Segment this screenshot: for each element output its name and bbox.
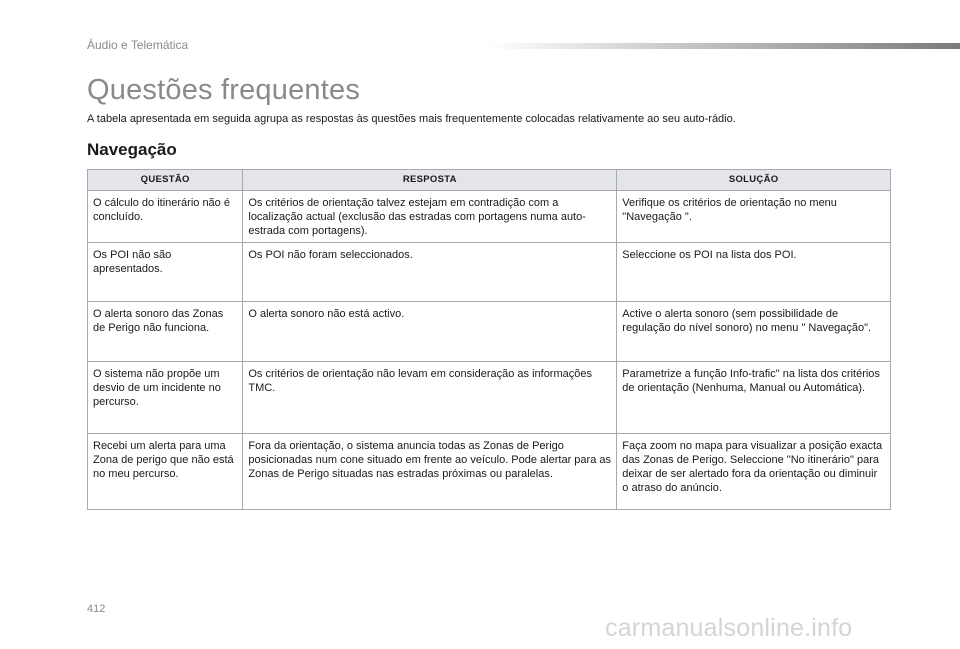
solution-cell: Active o alerta sonoro (sem possibilidade de regulação do nível sonoro) no menu " Navegação". <box>617 302 891 362</box>
table-row <box>88 243 891 302</box>
solution-cell: Faça zoom no mapa para visualizar a posição exacta das Zonas de Perigo. Seleccione "No itinerário" para deixar de ser alertado fora da orientação ou diminuir o atraso do anúncio. <box>617 434 891 510</box>
question-cell: O sistema não propõe um desvio de um incidente no percurso. <box>88 362 243 434</box>
column-header-solution: SOLUÇÃO <box>617 170 891 191</box>
table-row <box>88 191 891 243</box>
solution-cell: Verifique os critérios de orientação no menu "Navegação ". <box>617 191 891 243</box>
section-title: Navegação <box>87 140 177 159</box>
header-gradient-bar <box>488 43 960 49</box>
faq-table <box>87 169 891 510</box>
question-cell: Os POI não são apresentados. <box>88 243 243 302</box>
answer-cell: Fora da orientação, o sistema anuncia todas as Zonas de Perigo posicionadas num cone situado em frente ao veículo. Pode alertar para as Zonas de Perigo situadas nas estradas próximas ou paralelas. <box>243 434 617 510</box>
column-header-answer: RESPOSTA <box>243 170 617 191</box>
intro-text: A tabela apresentada em seguida agrupa as respostas às questões mais frequentemente colocadas relativamente ao seu auto-rádio. <box>87 113 736 125</box>
table-header-row <box>88 170 891 191</box>
answer-cell: O alerta sonoro não está activo. <box>243 302 617 362</box>
answer-cell: Os POI não foram seleccionados. <box>243 243 617 302</box>
table-row <box>88 434 891 510</box>
question-cell: O cálculo do itinerário não é concluído. <box>88 191 243 243</box>
solution-cell: Parametrize a função Info-trafic" na lista dos critérios de orientação (Nenhuma, Manual ou Automática). <box>617 362 891 434</box>
question-cell: O alerta sonoro das Zonas de Perigo não funciona. <box>88 302 243 362</box>
page-title: Questões frequentes <box>87 74 361 106</box>
question-cell: Recebi um alerta para uma Zona de perigo que não está no meu percurso. <box>88 434 243 510</box>
table-row <box>88 302 891 362</box>
page-number: 412 <box>87 603 106 615</box>
solution-cell: Seleccione os POI na lista dos POI. <box>617 243 891 302</box>
answer-cell: Os critérios de orientação não levam em consideração as informações TMC. <box>243 362 617 434</box>
table-row <box>88 362 891 434</box>
header-section-label: Áudio e Telemática <box>87 38 189 52</box>
column-header-question: QUESTÃO <box>88 170 243 191</box>
answer-cell: Os critérios de orientação talvez estejam em contradição com a localização actual (exclusão das estradas com portagens numa auto-estrada com portagens). <box>243 191 617 243</box>
watermark: carmanualsonline.info <box>605 614 853 642</box>
